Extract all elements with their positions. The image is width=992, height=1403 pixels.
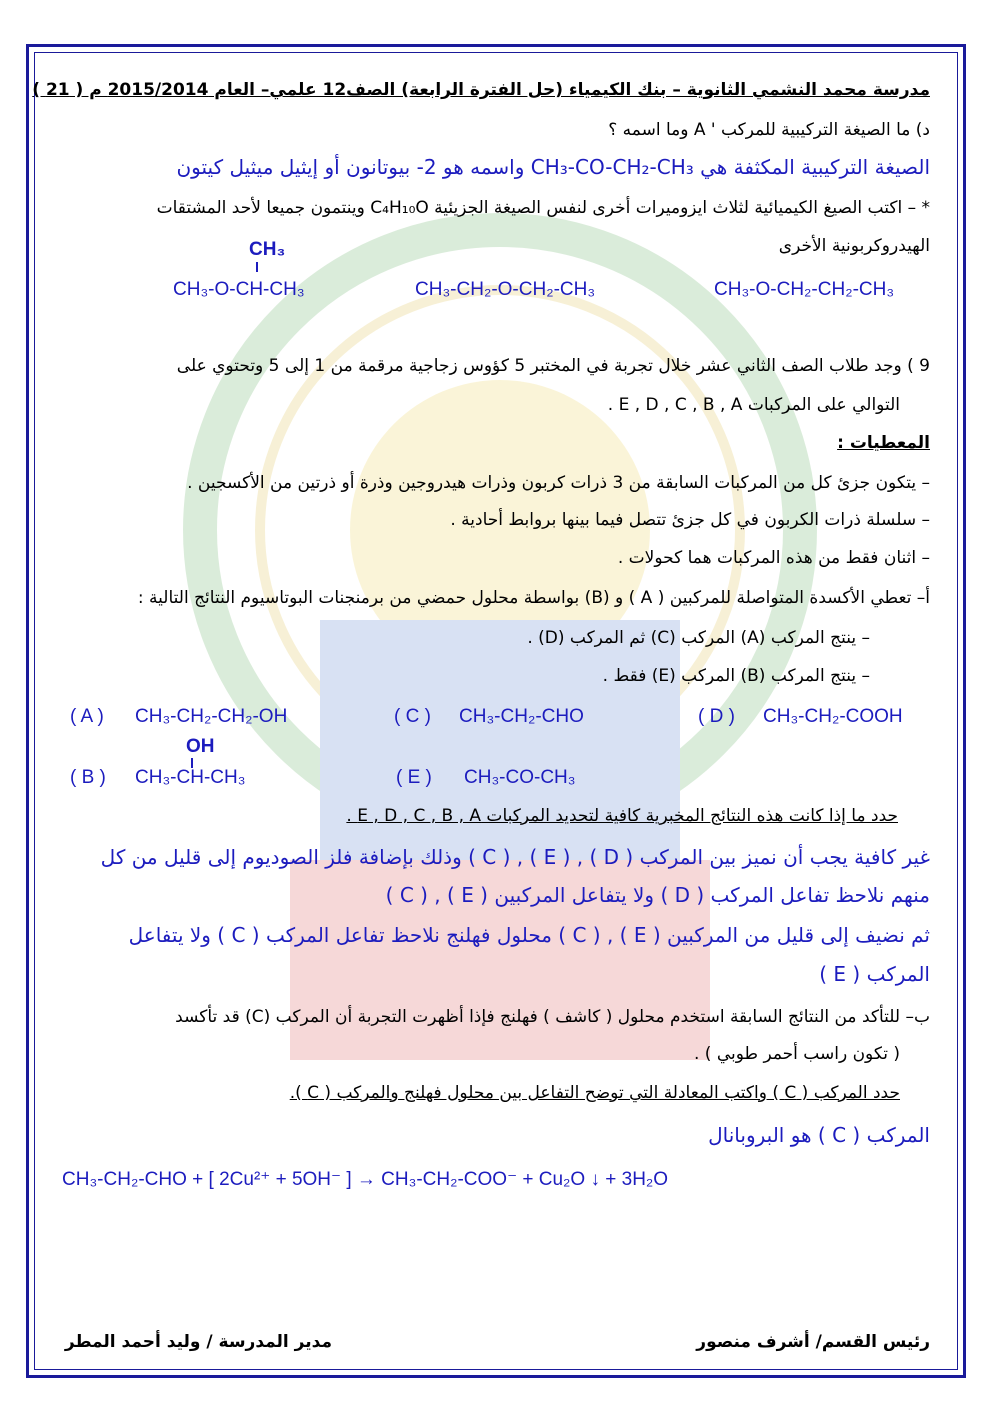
part-b: ب– للتأكد من النتائج السابقة استخدم محلول ( كاشف ) فهلنج فإذا أظهرت التجربة أن المركب (C) قد تأكسد <box>175 1007 930 1027</box>
question-9: 9 ) وجد طلاب الصف الثاني عشر خلال تجربة في المختبر 5 كؤوس زجاجية مرقمة من 1 إلى 5 وتحتوي على <box>176 356 930 376</box>
part-a-1: – ينتج المركب (A) المركب (C) ثم المركب (D) . <box>527 628 870 648</box>
given-1: – يتكون جزئ كل من المركبات السابقة من 3 ذرات كربون وذرات هيدروجين وذرة أو ذرتين من الأكسجين . <box>187 473 930 493</box>
part-b-cont: ( تكون راسب أحمر طوبي ) . <box>693 1044 900 1064</box>
compound-b-branch: OH <box>186 736 215 757</box>
isomers-question-cont: الهيدروكربونية الأخرى <box>778 236 930 256</box>
part-b-question: حدد المركب ( C ) واكتب المعادلة التي توضح التفاعل بين محلول فهلنج والمركب ( C ). <box>289 1083 900 1103</box>
part-a-2: – ينتج المركب (B) المركب (E) فقط . <box>602 666 870 686</box>
compound-c-formula: CH₃-CH₂-CHO <box>459 706 584 727</box>
answer-1b: منهم نلاحظ تفاعل المركب ( D ) ولا يتفاعل المركبين ( E ) , ( C ) <box>385 883 930 907</box>
answer-2a: ثم نضيف إلى قليل من المركبين ( E ) , ( C ) محلول فهلنج نلاحظ تفاعل المركب ( C ) ولا يتفاعل <box>128 923 930 947</box>
isomer-branch: CH₃ <box>249 239 286 260</box>
part-a: أ– تعطي الأكسدة المتواصلة للمركبين ( A ) و (B) بواسطة محلول حمضي من برمنجنات البوتاسيوم النتائج التالية : <box>137 588 930 608</box>
compound-c-label: ( C ) <box>394 706 431 727</box>
answer-1a: غير كافية يجب أن نميز بين المركب ( D ) , ( E ) , ( C ) وذلك بإضافة فلز الصوديوم إلى قليل من كل <box>100 845 930 869</box>
compound-e-formula: CH₃-CO-CH₃ <box>464 767 576 788</box>
compound-a-formula: CH₃-CH₂-CH₂-OH <box>135 706 288 727</box>
compound-b-formula: CH₃-CH-CH₃ <box>135 767 246 788</box>
isomers-question: * – اكتب الصيغ الكيميائية لثلاث ايزوميرات أخرى لنفس الصيغة الجزيئية C₄H₁₀O وينتمون جميعا لأحد المشتقات <box>156 198 930 218</box>
answer-c: المركب ( C ) هو البروبانال <box>708 1123 930 1147</box>
compound-a-label: ( A ) <box>70 706 104 727</box>
footer-department-head: رئيس القسم/ أشرف منصور <box>696 1332 930 1352</box>
isomer-bond <box>256 262 258 272</box>
page-header: مدرسة محمد النشمي الثانوية – بنك الكيمياء (حل الفترة الرابعة) الصف12 علمي– العام 2015/2014 م ( 21 ) <box>32 80 930 100</box>
compound-b-label: ( B ) <box>70 767 106 788</box>
question-d: د) ما الصيغة التركيبية للمركب ' A وما اسمه ؟ <box>608 120 930 140</box>
footer-school-principal: مدير المدرسة / وليد أحمد المطر <box>64 1332 332 1352</box>
given-3: – اثنان فقط من هذه المركبات هما كحولات . <box>617 548 930 568</box>
compound-d-formula: CH₃-CH₂-COOH <box>763 706 903 727</box>
isomer-2: CH₃-CH₂-O-CH₂-CH₃ <box>415 279 596 300</box>
answer-d: الصيغة التركيبية المكثفة هي CH₃-CO-CH₂-CH₃ واسمه هو 2- بيوتانون أو إيثيل ميثيل كيتون <box>176 155 930 179</box>
givens-title: المعطيات : <box>837 433 930 453</box>
isomer-3: CH₃-O-CH₂-CH₂-CH₃ <box>714 279 895 300</box>
determine-question: حدد ما إذا كانت هذه النتائج المخبرية كافية لتحديد المركبات E , D , C , B , A . <box>346 806 898 826</box>
isomer-1: CH₃-O-CH-CH₃ <box>173 279 305 300</box>
given-2: – سلسلة ذرات الكربون في كل جزئ تتصل فيما بينها بروابط أحادية . <box>450 510 930 530</box>
answer-2b: المركب ( E ) <box>819 962 930 986</box>
fehling-equation: CH₃-CH₂-CHO + [ 2Cu²⁺ + 5OH⁻ ] → CH₃-CH₂-COO⁻ + Cu₂O ↓ + 3H₂O <box>62 1169 669 1190</box>
compound-d-label: ( D ) <box>698 706 735 727</box>
question-9-cont: التوالي على المركبات E , D , C , B , A . <box>607 395 900 415</box>
compound-e-label: ( E ) <box>396 767 432 788</box>
